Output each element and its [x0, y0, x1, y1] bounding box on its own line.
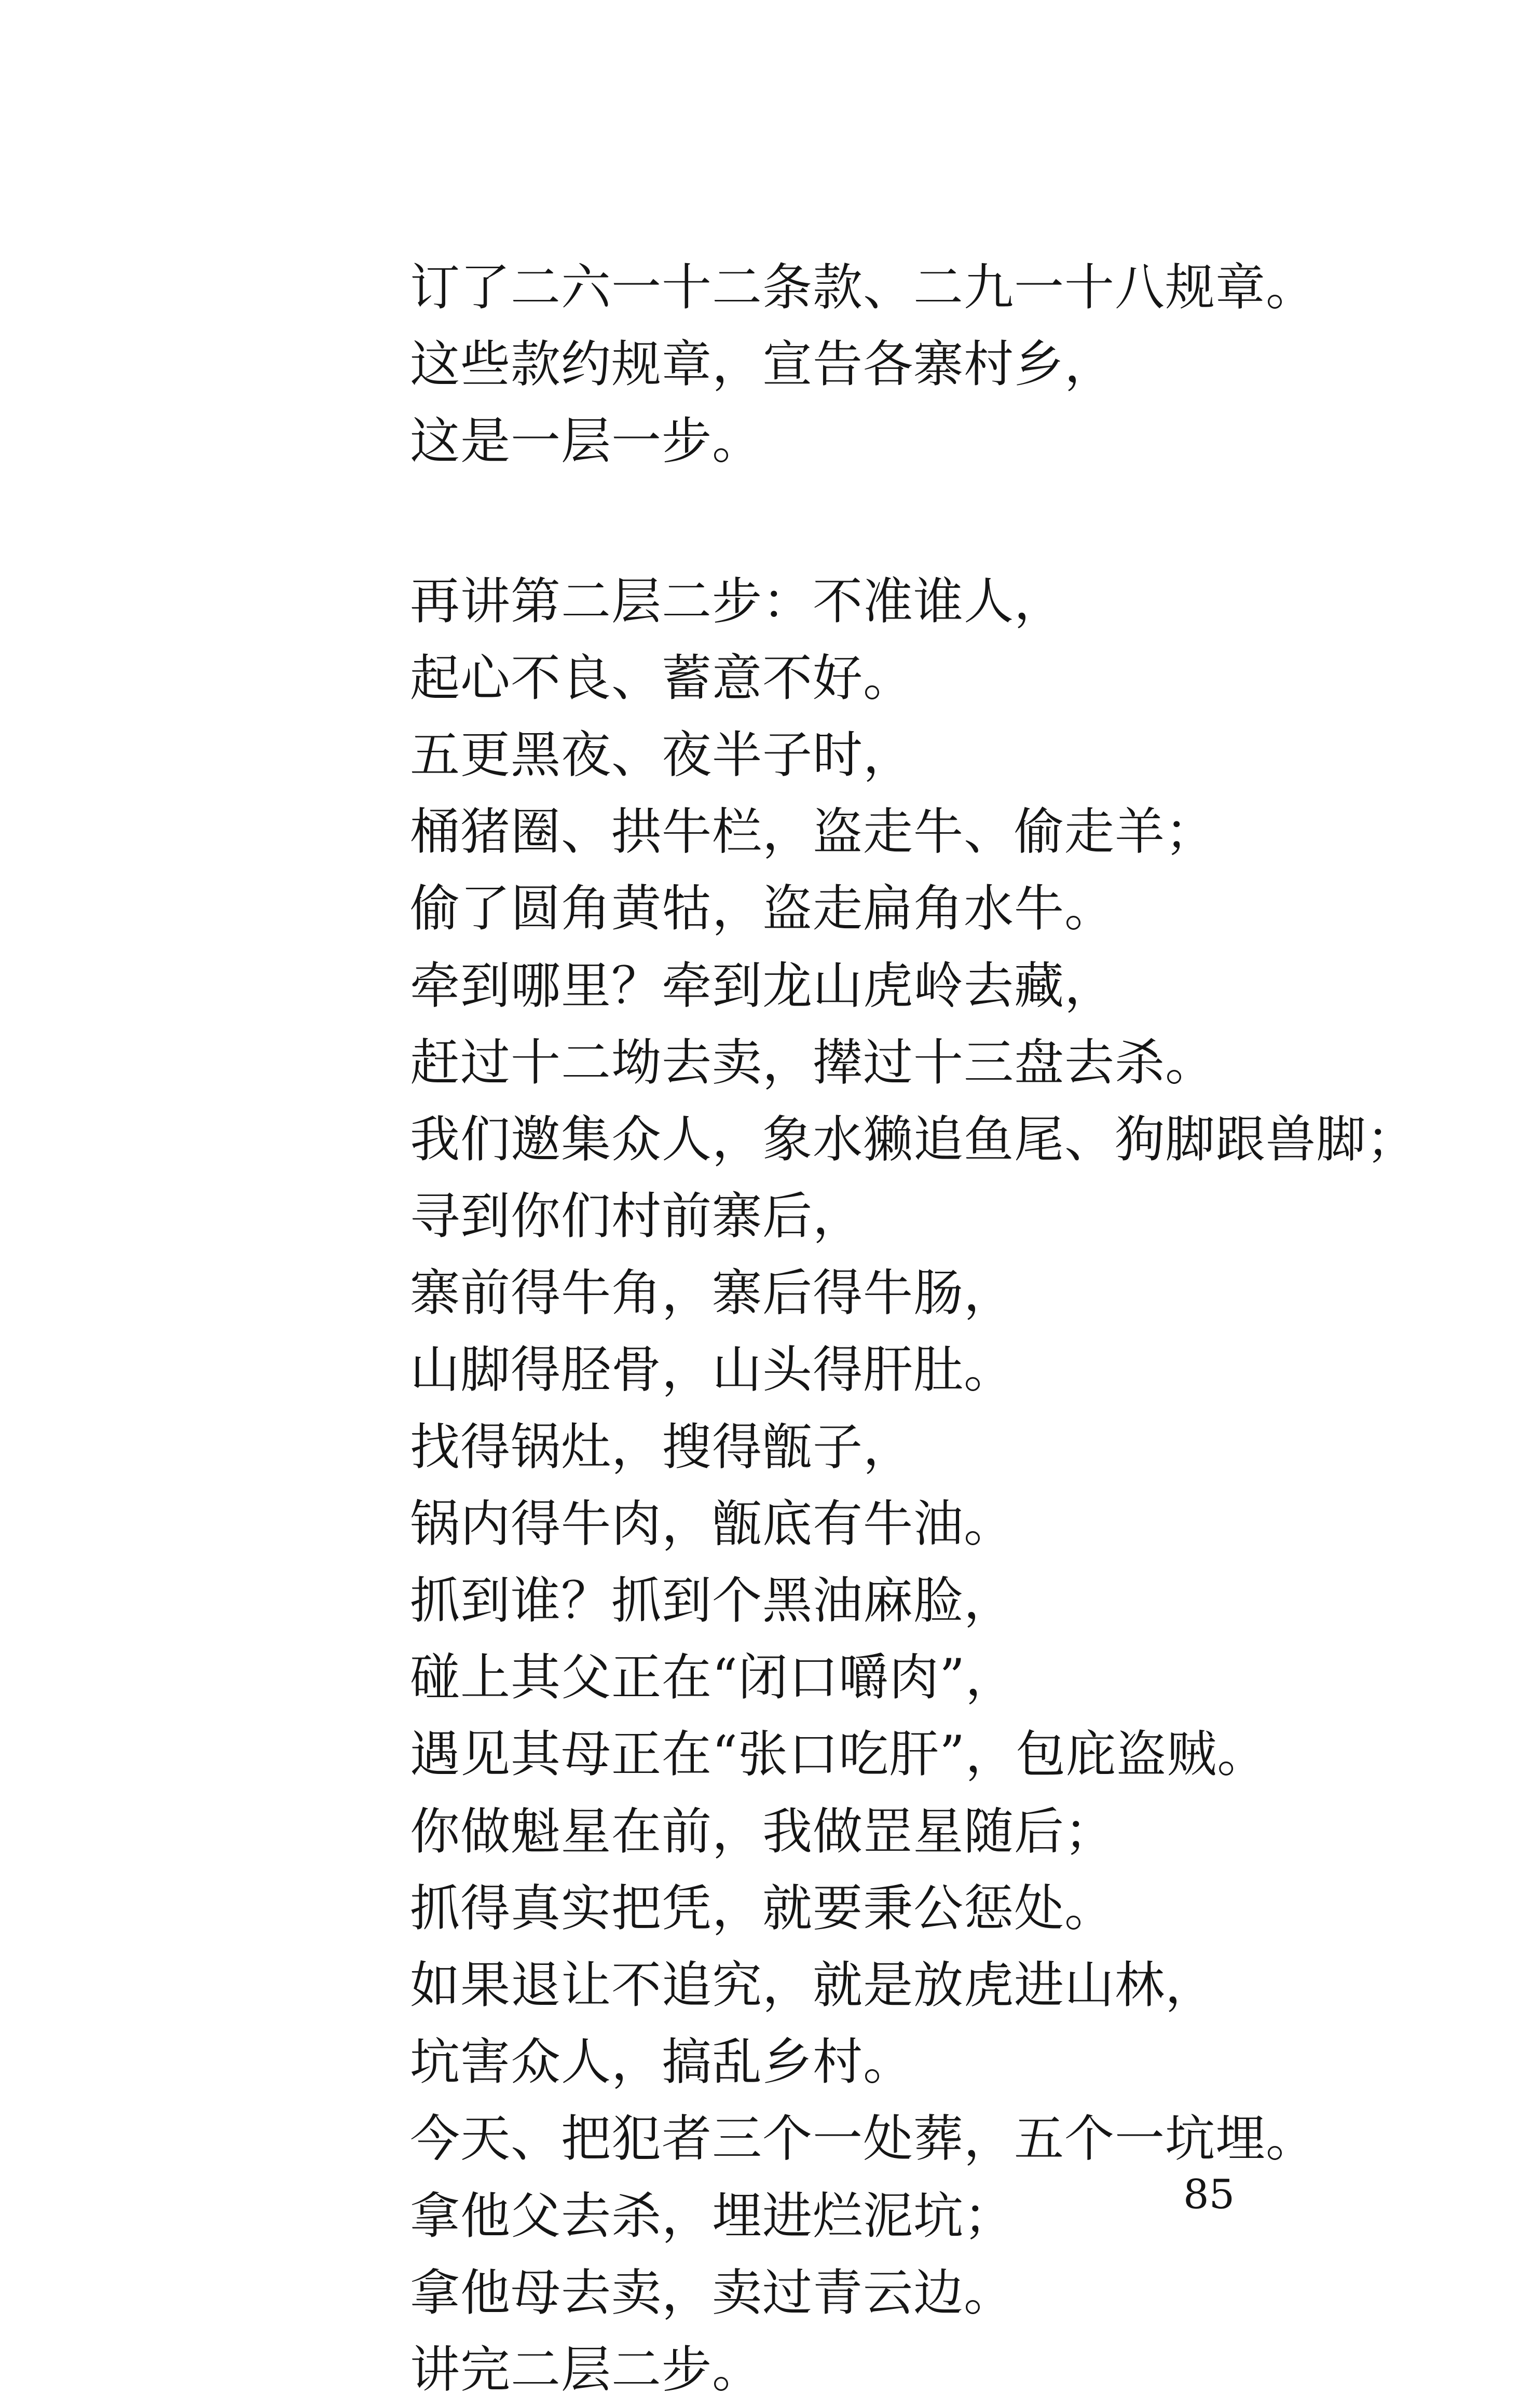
text-line: 桶猪圈、拱牛栏，盗走牛、偷走羊； [410, 803, 1215, 861]
text-line: 我们邀集众人，象水獭追鱼尾、狗脚跟兽脚； [410, 1110, 1417, 1168]
text-line: 拿他母去卖，卖过青云边。 [410, 2263, 1014, 2322]
stanza-2 [410, 563, 1474, 2408]
text-line: 坑害众人，搞乱乡村。 [410, 2033, 913, 2091]
text-line: 这些款约规章，宣告各寨村乡， [410, 335, 1115, 394]
text-line: 碰上其父正在“闭口嚼肉”， [410, 1648, 1016, 1707]
text-line: 山脚得胫骨，山头得肝肚。 [410, 1341, 1014, 1399]
text-line: 牵到哪里？牵到龙山虎岭去藏， [410, 956, 1115, 1015]
text-line: 今天、把犯者三个一处葬，五个一坑埋。 [410, 2110, 1316, 2168]
page-number: 85 [1183, 2171, 1235, 2218]
poem-text [410, 249, 1474, 2408]
text-line: 讲完二层二步。 [410, 2340, 762, 2399]
text-line: 偷了圆角黄牯，盗走扁角水牛。 [410, 879, 1115, 938]
text-line: 订了二六一十二条款、二九一十八规章。 [410, 258, 1316, 317]
text-line: 抓得真实把凭，就要秉公惩处。 [410, 1879, 1115, 1937]
text-line: 五更黑夜、夜半子时， [410, 725, 913, 784]
text-line: 如果退让不追究，就是放虎进山林， [410, 1956, 1215, 2014]
text-line: 找得锅灶，搜得甑子， [410, 1418, 913, 1476]
stanza-gap [410, 480, 1474, 563]
stanza-1 [410, 249, 1474, 480]
text-line: 拿他父去杀，埋进烂泥坑； [410, 2186, 1014, 2245]
text-line: 寨前得牛角，寨后得牛肠， [410, 1264, 1014, 1323]
text-line: 你做魁星在前，我做罡星随后； [410, 1802, 1115, 1861]
text-line: 赶过十二坳去卖，撵过十三盘去杀。 [410, 1033, 1215, 1092]
text-line: 这是一层一步。 [410, 412, 762, 471]
text-line: 抓到谁？抓到个黑油麻脸， [410, 1572, 1014, 1630]
text-line: 再讲第二层二步：不准谁人， [410, 572, 1064, 630]
text-line: 锅内得牛肉，甑底有牛油。 [410, 1494, 1014, 1553]
text-line: 起心不良、蓄意不好。 [410, 649, 913, 707]
text-line: 寻到你们村前寨后， [410, 1187, 863, 1246]
text-line: 遇见其母正在“张口吃肝”，包庇盗贼。 [410, 1725, 1268, 1784]
